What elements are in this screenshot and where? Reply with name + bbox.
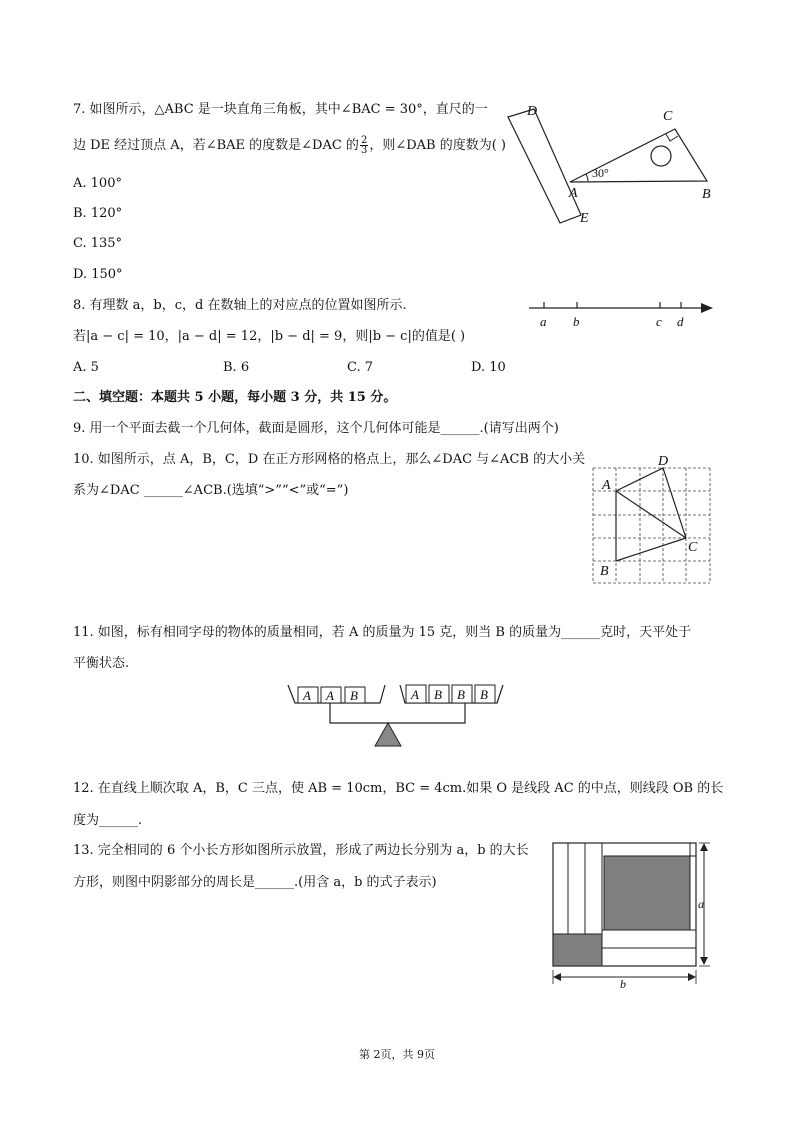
q8-line2: 若|a − c| = 10，|a − d| = 12，|b − d| = 9，则|b − c|的值是( ): [73, 329, 466, 344]
q7-line2: [73, 136, 506, 155]
q11-line1: 11. 如图，标有相同字母的物体的质量相同，若 A 的质量为 15 克，则当 B 的质量为______克时，天平处于: [73, 625, 692, 640]
q7-option-a: A. 100°: [73, 176, 122, 191]
q8-option-b: B. 6: [223, 360, 250, 375]
q13-line2: 方形，则图中阴影部分的周长是______.(用含 a，b 的式子表示): [73, 875, 437, 890]
q7-line1: 7. 如图所示，△ABC 是一块直角三角板，其中∠BAC = 30°，直尺的一: [73, 102, 488, 117]
q10-label-d: D: [658, 454, 669, 469]
q11-line2: 平衡状态.: [73, 656, 130, 671]
axis-label-b: b: [573, 314, 580, 329]
q7-label-a: A: [569, 186, 578, 201]
section-heading: 二、填空题：本题共 5 小题，每小题 3 分，共 15 分。: [73, 390, 397, 405]
q7-option-d: D. 150°: [73, 267, 123, 282]
right-box-2: B: [434, 687, 442, 702]
q7-angle-label: 30°: [592, 166, 609, 180]
q12-line1: 12. 在直线上顺次取 A，B，C 三点，使 AB = 10cm，BC = 4cm.如果 O 是线段 AC 的中点，则线段 OB 的长: [73, 781, 724, 796]
q11-balance-figure: [285, 678, 510, 748]
left-box-1: A: [303, 688, 311, 703]
q13-label-b: b: [620, 977, 626, 991]
q7-frac-num: 2: [360, 135, 368, 146]
q7-label-e: E: [580, 211, 589, 226]
q7-label-c: C: [663, 109, 673, 124]
q8-line1: 8. 有理数 a，b，c，d 在数轴上的对应点的位置如图所示.: [73, 298, 407, 313]
q12-line2: 度为______.: [73, 813, 143, 828]
q7-option-b: B. 120°: [73, 206, 123, 221]
q7-line2-post: ，则∠DAB 的度数为( ): [369, 138, 506, 153]
q7-frac-den: 3: [360, 145, 368, 156]
page-footer: 第 2页，共 9页: [359, 1048, 435, 1061]
q8-option-c: C. 7: [347, 360, 374, 375]
left-box-3: B: [350, 688, 358, 703]
right-box-3: B: [457, 687, 465, 702]
q13-rectangle-figure: [548, 838, 723, 990]
q9-text: 9. 用一个平面去截一个几何体，截面是圆形，这个几何体可能是______.(请写出两个): [73, 421, 559, 436]
axis-label-c: c: [656, 314, 662, 329]
q8-option-a: A. 5: [73, 360, 99, 375]
q7-line2-pre: 边 DE 经过顶点 A，若∠BAE 的度数是∠DAC 的: [73, 138, 359, 153]
q7-figure: [500, 95, 730, 235]
axis-label-d: d: [677, 314, 684, 329]
q8-option-d: D. 10: [471, 360, 506, 375]
right-box-1: A: [411, 687, 419, 702]
q10-line1: 10. 如图所示，点 A，B，C，D 在正方形网格的格点上，那么∠DAC 与∠ACB 的大小关: [73, 452, 586, 467]
q10-label-c: C: [688, 540, 698, 555]
q7-label-d: D: [527, 104, 538, 119]
q10-grid-figure: [590, 454, 715, 583]
q7-fraction: [360, 136, 368, 155]
q13-label-a: a: [698, 897, 704, 911]
q7-label-b: B: [702, 187, 711, 202]
axis-label-a: a: [540, 314, 547, 329]
left-box-2: A: [326, 688, 334, 703]
q10-label-b: B: [600, 564, 609, 579]
q8-number-line: [525, 296, 715, 332]
q10-line2: 系为∠DAC ______∠ACB.(选填“>”“<”或“=”): [73, 483, 349, 498]
right-box-4: B: [480, 687, 488, 702]
q13-line1: 13. 完全相同的 6 个小长方形如图所示放置，形成了两边长分别为 a，b 的大长: [73, 843, 529, 858]
q10-label-a: A: [602, 478, 611, 493]
q7-option-c: C. 135°: [73, 236, 123, 251]
